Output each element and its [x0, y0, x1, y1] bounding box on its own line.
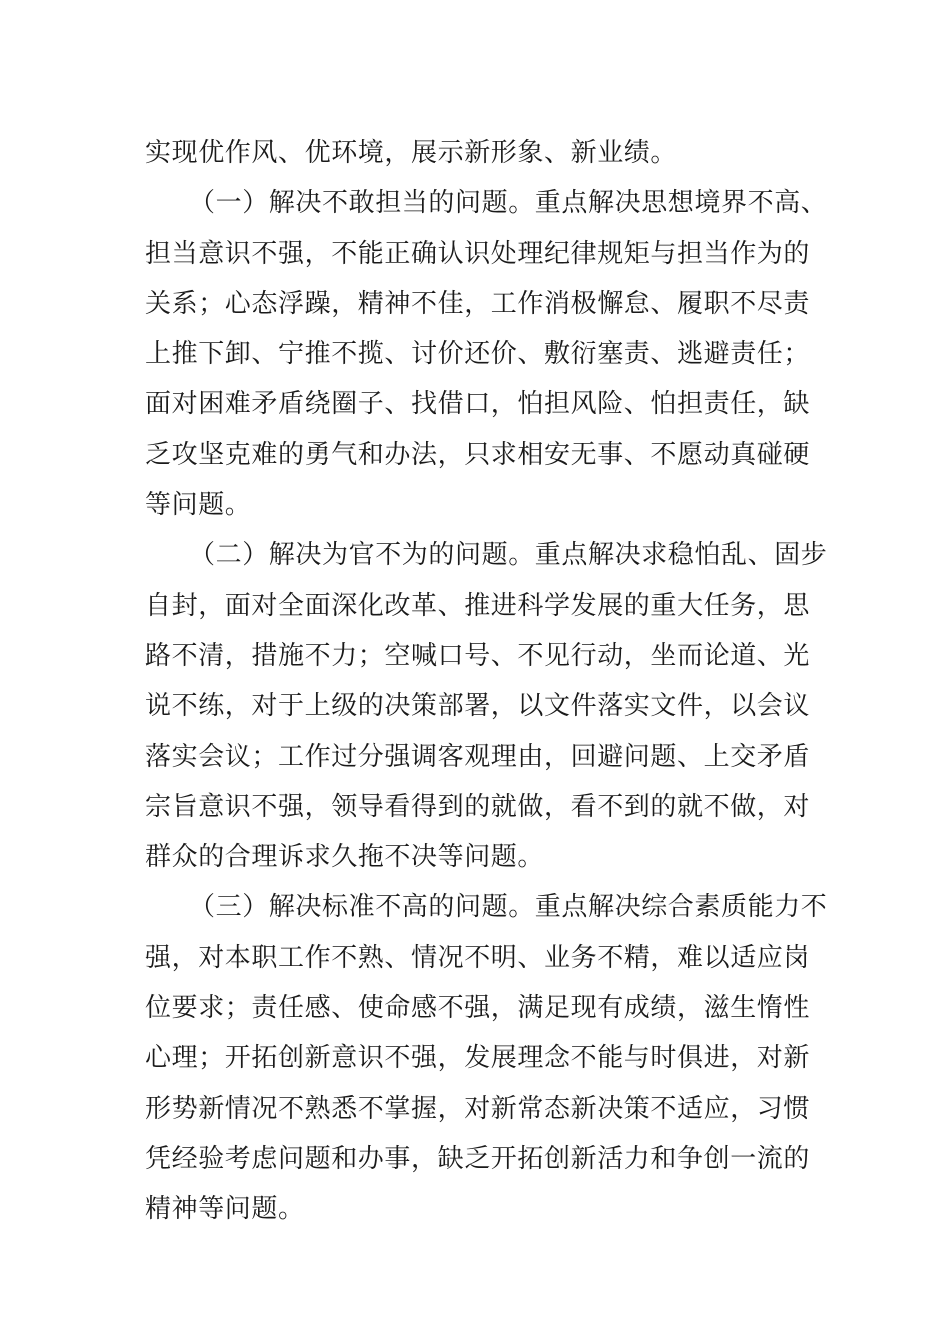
text-line: 位要求；责任感、使命感不强，满足现有成绩，滋生惰性	[145, 993, 811, 1024]
text-line: 心理；开拓创新意识不强，发展理念不能与时俱进，对新	[145, 1043, 811, 1074]
text-line: 形势新情况不熟悉不掌握，对新常态新决策不适应，习惯	[145, 1093, 811, 1124]
text-line-paragraph-start: （二）解决为官不为的问题。重点解决求稳怕乱、固步	[189, 540, 828, 571]
text-line: 群众的合理诉求久拖不决等问题。	[145, 842, 545, 873]
text-line: 上推下卸、宁推不揽、讨价还价、敷衍塞责、逃避责任；	[145, 339, 811, 370]
text-line: 说不练，对于上级的决策部署，以文件落实文件，以会议	[145, 691, 811, 722]
text-line: 落实会议；工作过分强调客观理由，回避问题、上交矛盾	[145, 741, 811, 772]
text-line-paragraph-start: （一）解决不敢担当的问题。重点解决思想境界不高、	[189, 188, 828, 219]
text-line: 面对困难矛盾绕圈子、找借口，怕担风险、怕担责任，缺	[145, 389, 811, 420]
text-line: 关系；心态浮躁，精神不佳，工作消极懈怠、履职不尽责	[145, 288, 811, 319]
text-line: 乏攻坚克难的勇气和办法，只求相安无事、不愿动真碰硬	[145, 439, 811, 470]
text-line: 强，对本职工作不熟、情况不明、业务不精，难以适应岗	[145, 942, 811, 973]
text-line: 等问题。	[145, 490, 252, 521]
text-line: 自封，面对全面深化改革、推进科学发展的重大任务，思	[145, 590, 811, 621]
text-line: 路不清，措施不力；空喊口号、不见行动，坐而论道、光	[145, 640, 811, 671]
text-line-paragraph-start: （三）解决标准不高的问题。重点解决综合素质能力不	[189, 892, 828, 923]
document-body	[145, 128, 828, 1235]
text-line: 担当意识不强，不能正确认识处理纪律规矩与担当作为的	[145, 238, 811, 269]
text-line: 精神等问题。	[145, 1194, 305, 1225]
text-line: 实现优作风、优环境，展示新形象、新业绩。	[145, 138, 678, 168]
text-line: 凭经验考虑问题和办事，缺乏开拓创新活力和争创一流的	[145, 1143, 811, 1174]
text-line: 宗旨意识不强，领导看得到的就做，看不到的就不做，对	[145, 791, 811, 822]
